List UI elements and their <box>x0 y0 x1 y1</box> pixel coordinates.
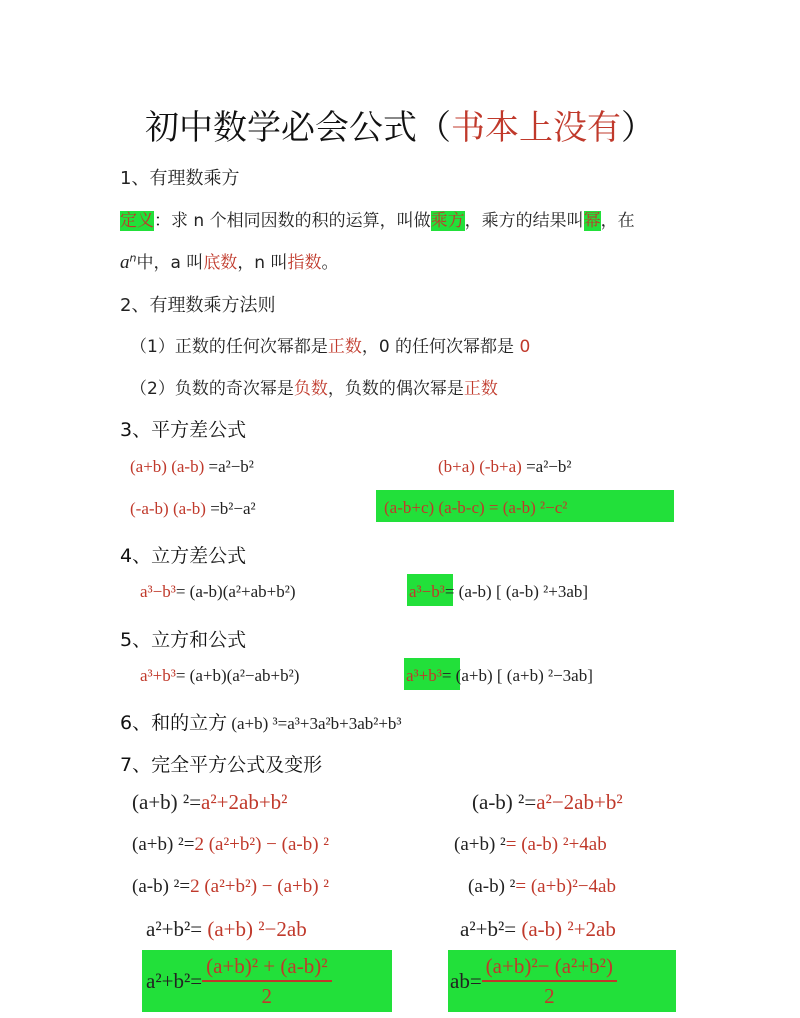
title-highlight: 书本上没有 <box>451 108 621 148</box>
definition-label: 定义 <box>120 211 154 231</box>
fraction: $\frac{\text{(a+b)²− (a²+b²)}}{2}$ <box>482 954 617 1009</box>
formula-7-3-left: (a-b) ²=2 (a²+b²) − (a+b) ² <box>132 876 329 897</box>
section-4-heading: 4、立方差公式 <box>120 545 247 567</box>
rule-2: （2）负数的奇次幂是负数，负数的偶次幂是正数 <box>130 379 498 399</box>
section-7-heading: 7、完全平方公式及变形 <box>120 754 323 776</box>
formula-4-2: a³−b³= (a-b) [ (a-b) ²+3ab] <box>409 582 589 601</box>
formula-7-1-right: (a-b) ²=a²−2ab+b² <box>472 790 623 814</box>
formula-7-5-right: ab= $\frac{\text{(a+b)²− (a²+b²)}}{2}$ <box>450 954 617 1009</box>
formula-7-3-right: (a-b) ²= (a+b)²−4ab <box>468 876 616 897</box>
formula-7-1-left: (a+b) ²=a²+2ab+b² <box>132 790 288 814</box>
formula-7-5-left: a²+b²= $\frac{\text{(a+b)² + (a-b)²}}{2}$ <box>146 954 332 1009</box>
formula-3-1: (a+b) (a-b) =a²−b² <box>130 457 254 476</box>
formula-5-2: a³+b³= (a+b) [ (a+b) ²−3ab] <box>406 666 593 685</box>
term-mi: 幂 <box>583 211 601 231</box>
term-dishu: 底数 <box>203 253 238 273</box>
formula-7-2-right: (a+b) ²= (a-b) ²+4ab <box>454 834 607 855</box>
formula-7-4-left: a²+b²= (a+b) ²−2ab <box>146 917 307 941</box>
formula-6: (a+b) ³=a³+3a²b+3ab²+b³ <box>227 714 402 733</box>
definition-line: 定义：求 n 个相同因数的积的运算，叫做乘方，乘方的结果叫幂，在 <box>120 211 635 231</box>
term-chengfang: 乘方 <box>430 211 465 231</box>
page-title: 初中数学必会公式（书本上没有） <box>145 108 655 148</box>
section-3-heading: 3、平方差公式 <box>120 419 247 441</box>
section-6-heading: 6、和的立方 <box>120 712 228 734</box>
formula-5-1: a³+b³= (a+b)(a²−ab+b²) <box>140 666 300 685</box>
formula-3-2: (b+a) (-b+a) =a²−b² <box>438 457 572 476</box>
fraction: $\frac{\text{(a+b)² + (a-b)²}}{2}$ <box>202 954 331 1009</box>
formula-3-3: (-a-b) (a-b) =b²−a² <box>130 499 256 518</box>
term-zhishu: 指数 <box>287 253 322 273</box>
section-2-heading: 2、有理数乘方法则 <box>120 295 276 316</box>
formula-7-2-left: (a+b) ²=2 (a²+b²) − (a-b) ² <box>132 834 329 855</box>
formula-3-4: (a-b+c) (a-b-c) = (a-b) ²−c² <box>384 498 568 517</box>
formula-7-4-right: a²+b²= (a-b) ²+2ab <box>460 917 616 941</box>
rule-1: （1）正数的任何次幂都是正数，0 的任何次幂都是 0 <box>130 337 531 357</box>
definition-line-2: $a^n$中，a 叫底数，n 叫指数。 <box>120 251 339 273</box>
section-6 <box>120 708 402 735</box>
section-5-heading: 5、立方和公式 <box>120 629 247 651</box>
formula-4-1: a³−b³= (a-b)(a²+ab+b²) <box>140 582 296 601</box>
section-1-heading: 1、有理数乘方 <box>120 168 240 189</box>
